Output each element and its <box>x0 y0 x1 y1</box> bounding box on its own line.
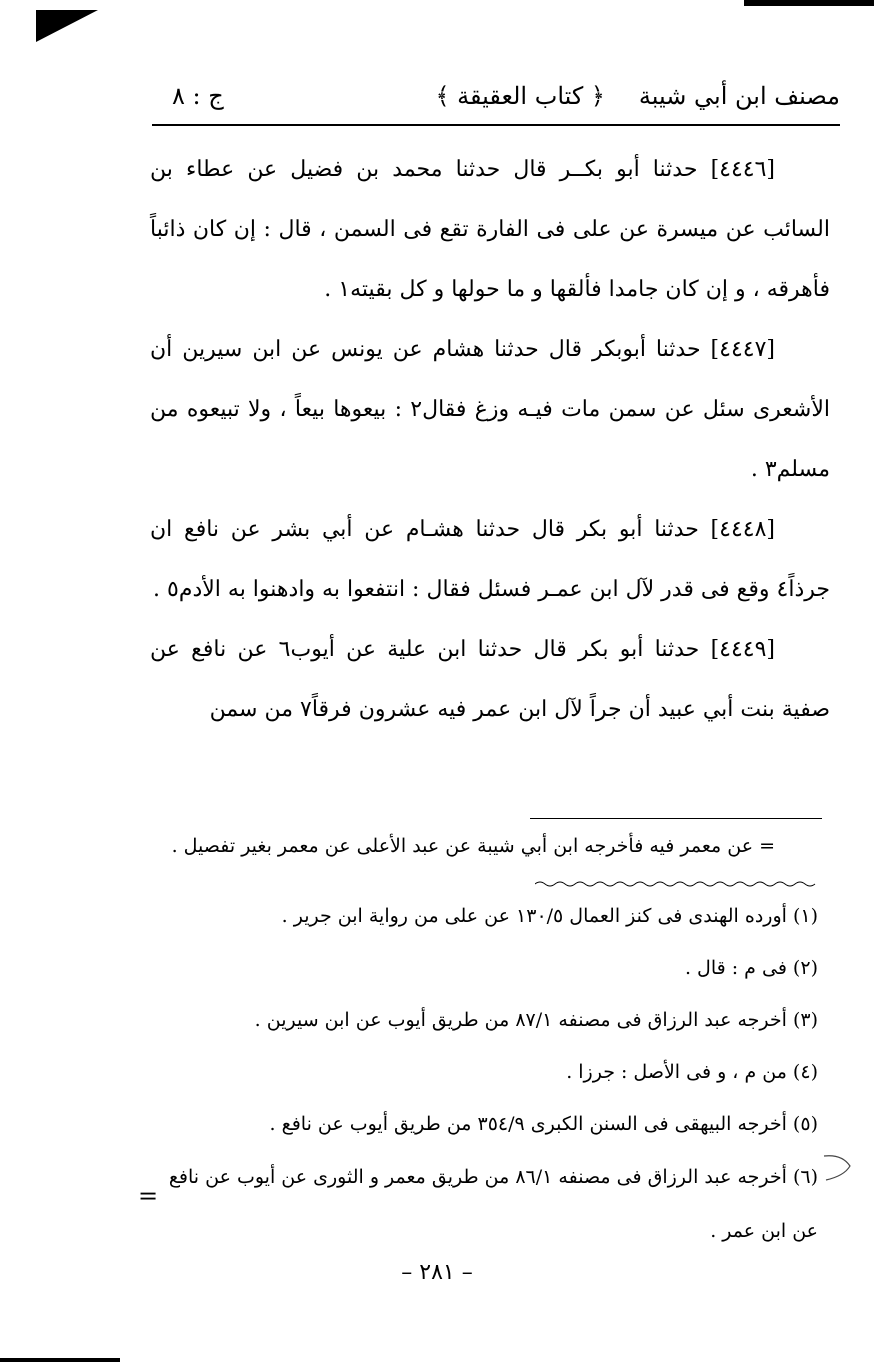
hadith-4448 <box>150 500 830 620</box>
hadith-number: [٤٤٤٩] <box>710 637 776 662</box>
footnote-1: (١) أورده الهندى فى كنز العمال ١٣٠/٥ عن على من رواية ابن جرير . <box>281 905 818 927</box>
scan-edge-bottom <box>0 1358 120 1362</box>
hadith-text: حدثنا أبو بكر قال حدثنا هشـام عن أبي بشر عن نافع ان جرذاً٤ وقع فى قدر لآل ابن عمـر فسئل فقال : انتفعوا به وادهنوا به الأدم٥ . <box>150 517 830 602</box>
hadith-4446 <box>150 140 830 320</box>
hadith-text: حدثنا أبو بكر قال حدثنا ابن علية عن أيوب٦ عن نافع عن صفية بنت أبي عبيد أن جراً لآل ابن عمر فيه عشرون فرقاً٧ من سمن <box>150 637 830 722</box>
volume-number: ج : ٨ <box>172 82 224 110</box>
main-text <box>150 140 830 740</box>
hadith-text: حدثنا أبو بكــر قال حدثنا محمد بن فضيل عن عطاء بن السائب عن ميسرة عن على فى الفارة تقع فى السمن ، قال : إن كان ذائباً فأهرقه ، و إن كان جامدا فألقها و ما حولها و كل بقيته١ . <box>150 157 830 302</box>
hadith-number: [٤٤٤٨] <box>710 517 775 542</box>
hadith-number: [٤٤٤٦] <box>710 157 776 182</box>
page-corner-triangle-icon <box>36 10 98 42</box>
margin-scribble-icon <box>822 1150 870 1184</box>
footnote-continuation: = عن معمر فيه فأخرجه ابن أبي شيبة عن عبد الأعلى عن معمر بغير تفصيل . <box>171 835 775 857</box>
footnote-4: (٤) من م ، و فى الأصل : جرزا . <box>566 1061 818 1083</box>
footnotes <box>140 820 830 1258</box>
hadith-4449 <box>150 620 830 740</box>
header-rule <box>152 124 840 126</box>
chapter-title: ﴿ كتاب العقيقة ﴾ <box>435 82 605 110</box>
footnote-5: (٥) أخرجه البيهقى فى السنن الكبرى ٣٥٤/٩ من طريق أيوب عن نافع . <box>269 1113 818 1135</box>
page-header <box>150 80 840 122</box>
hadith-text: حدثنا أبوبكر قال حدثنا هشام عن يونس عن ابن سيرين أن الأشعرى سئل عن سمن مات فيـه وزغ فقال٢ : بيعوها بيعاً ، ولا تبيعوه من مسلم٣ . <box>150 337 831 482</box>
footnote-6: (٦) أخرجه عبد الرزاق فى مصنفه ٨٦/١ من طريق معمر و الثورى عن أيوب عن نافع عن ابن عمر . <box>168 1166 818 1242</box>
book-title: مصنف ابن أبي شيبة <box>638 82 840 110</box>
footnote-2: (٢) فى م : قال . <box>684 957 818 979</box>
scan-edge-top <box>744 0 874 6</box>
footnote-separator <box>530 818 822 819</box>
footnote-3: (٣) أخرجه عبد الرزاق فى مصنفه ٨٧/١ من طريق أيوب عن ابن سيرين . <box>254 1009 818 1031</box>
hadith-4447 <box>150 320 830 500</box>
continued-mark: = <box>138 1182 159 1210</box>
hadith-number: [٤٤٤٧] <box>710 337 775 362</box>
page-number: – ٢٨١ – <box>401 1260 473 1285</box>
